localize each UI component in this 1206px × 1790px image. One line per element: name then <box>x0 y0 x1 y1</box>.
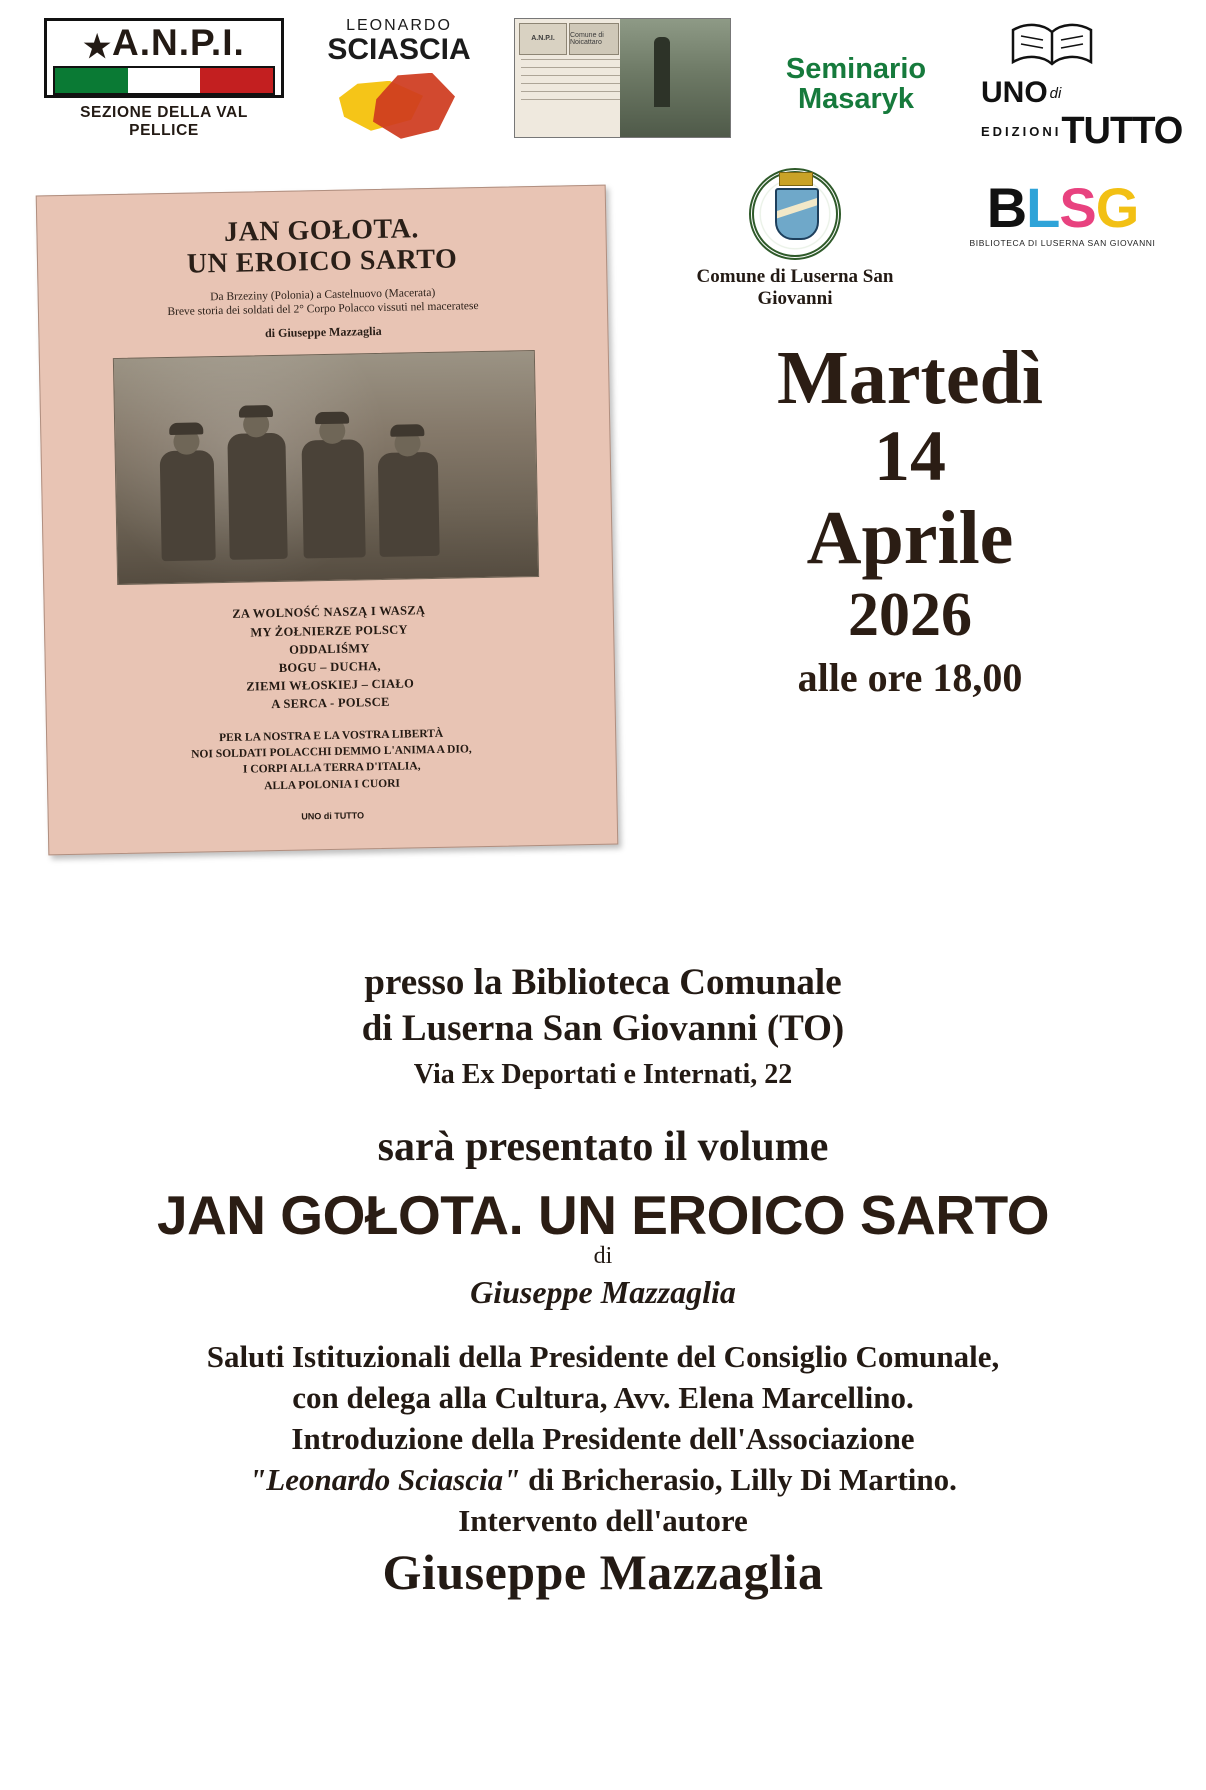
anpi-title <box>53 24 275 62</box>
book-cover-author: di Giuseppe Mazzaglia <box>264 324 382 341</box>
by-label: di <box>593 1242 613 1269</box>
sciascia-logo <box>322 18 477 141</box>
anpi-title-text: A.N.P.I. <box>112 22 245 63</box>
greetings-line1: Saluti Istituzionali della Presidente del Consiglio Comunale, <box>206 1338 1000 1374</box>
anpi-logo <box>44 18 284 140</box>
biblioteca-subtitle: BIBLIOTECA DI LUSERNA SAN GIOVANNI <box>969 238 1156 248</box>
masaryk-line2: Masaryk <box>797 83 915 116</box>
comune-logo <box>690 168 900 310</box>
greetings-block <box>0 1337 1206 1501</box>
event-date-block <box>640 336 1180 702</box>
anpi-subtitle: SEZIONE DELLA VAL PELLICE <box>80 104 248 139</box>
coat-of-arms-icon <box>749 168 841 260</box>
masaryk-line1: Seminario <box>785 53 927 85</box>
biblioteca-letter-l: L <box>1026 176 1060 239</box>
sciascia-line1: LEONARDO <box>346 17 452 34</box>
postcard-stamp-comune: Comune di Noicattaro <box>569 23 619 55</box>
unoditutto-tutto: TUTTO <box>1061 110 1183 152</box>
book-cover-title <box>55 210 588 283</box>
book-cover-image <box>36 185 619 856</box>
book-cover-photo <box>113 350 539 585</box>
unoditutto-logo <box>981 18 1183 153</box>
presentation-intro: sarà presentato il volume <box>377 1123 829 1170</box>
italian-flag-icon <box>53 66 275 95</box>
event-year: 2026 <box>848 580 972 649</box>
postcard-photo <box>620 19 730 137</box>
book-cover-subtitle <box>57 283 589 322</box>
venue-line1: presso la Biblioteca Comunale <box>364 962 842 1003</box>
volume-author: Giuseppe Mazzaglia <box>470 1273 736 1310</box>
biblioteca-letters <box>960 176 1165 239</box>
speech-label: Intervento dell'autore <box>458 1502 748 1538</box>
event-details <box>0 960 1206 1601</box>
star-icon: ★ <box>83 29 113 64</box>
book-cover-poem-italian: PER LA NOSTRA E LA VOSTRA LIBERTÀ NOI SOLDATI POLACCHI DEMMO L'ANIMA A DIO, I CORPI ALLA TERRA D'ITALIA, ALLA POLONIA I CUORI <box>191 728 472 792</box>
sciascia-line2: SCIASCIA <box>327 32 471 66</box>
book-cover-subtitle-line2: Breve storia dei soldati del 2° Corpo Polacco vissuti nel maceratese <box>167 300 479 319</box>
book-cover-publisher: UNO di TUTTO <box>301 809 365 822</box>
unoditutto-edizioni: EDIZIONI <box>981 124 1062 139</box>
greetings-line2: con delega alla Cultura, Avv. Elena Marcellino. <box>292 1379 914 1415</box>
masaryk-logo <box>769 18 944 115</box>
venue-line2: di Luserna San Giovanni (TO) <box>361 1008 845 1050</box>
association-name: "Leonardo Sciascia" <box>249 1461 521 1497</box>
greetings-line4 <box>0 1460 1206 1501</box>
book-cover-subtitle-line1: Da Brzeziny (Polonia) a Castelnuovo (Macerata) <box>210 286 436 303</box>
biblioteca-letter-b: B <box>986 176 1027 239</box>
secondary-logo-row <box>690 168 1190 309</box>
event-time: alle ore 18,00 <box>797 654 1023 700</box>
unoditutto-di: di <box>1049 84 1062 102</box>
association-location: di Bricherasio, Lilly Di Martino. <box>520 1461 957 1497</box>
unoditutto-uno: UNO <box>981 76 1048 109</box>
book-cover-title-line2: UN EROICO SARTO <box>186 243 458 281</box>
open-book-icon <box>1009 18 1095 70</box>
postcard-image <box>514 18 731 138</box>
greetings-line3: Introduzione della Presidente dell'Associazione <box>291 1420 915 1456</box>
event-day: 14 <box>874 416 946 496</box>
biblioteca-letter-s: S <box>1059 176 1096 239</box>
comune-label: Comune di Luserna San Giovanni <box>696 266 894 309</box>
speaker-name: Giuseppe Mazzaglia <box>382 1543 824 1600</box>
book-cover-poem-polish: ZA WOLNOŚĆ NASZĄ I WASZĄ MY ŻOŁNIERZE POLSCY ODDALIŚMY BOGU – DUCHA, ZIEMI WŁOSKIEJ – CIAŁO A SERCA - POLSCE <box>232 603 426 712</box>
logo-strip <box>22 18 1184 168</box>
venue-address: Via Ex Deportati e Internati, 22 <box>413 1058 793 1090</box>
event-weekday: Martedì <box>777 336 1043 420</box>
biblioteca-logo <box>960 168 1165 248</box>
anpi-logo-box <box>44 18 284 98</box>
postcard-stamp-anpi: A.N.P.I. <box>519 23 567 55</box>
volume-title: JAN GOŁOTA. UN EROICO SARTO <box>156 1183 1049 1246</box>
book-cover-title-line1: JAN GOŁOTA. <box>223 213 420 248</box>
sicily-map-icon <box>339 69 459 141</box>
biblioteca-letter-g: G <box>1095 176 1139 239</box>
event-month: Aprile <box>806 495 1014 580</box>
